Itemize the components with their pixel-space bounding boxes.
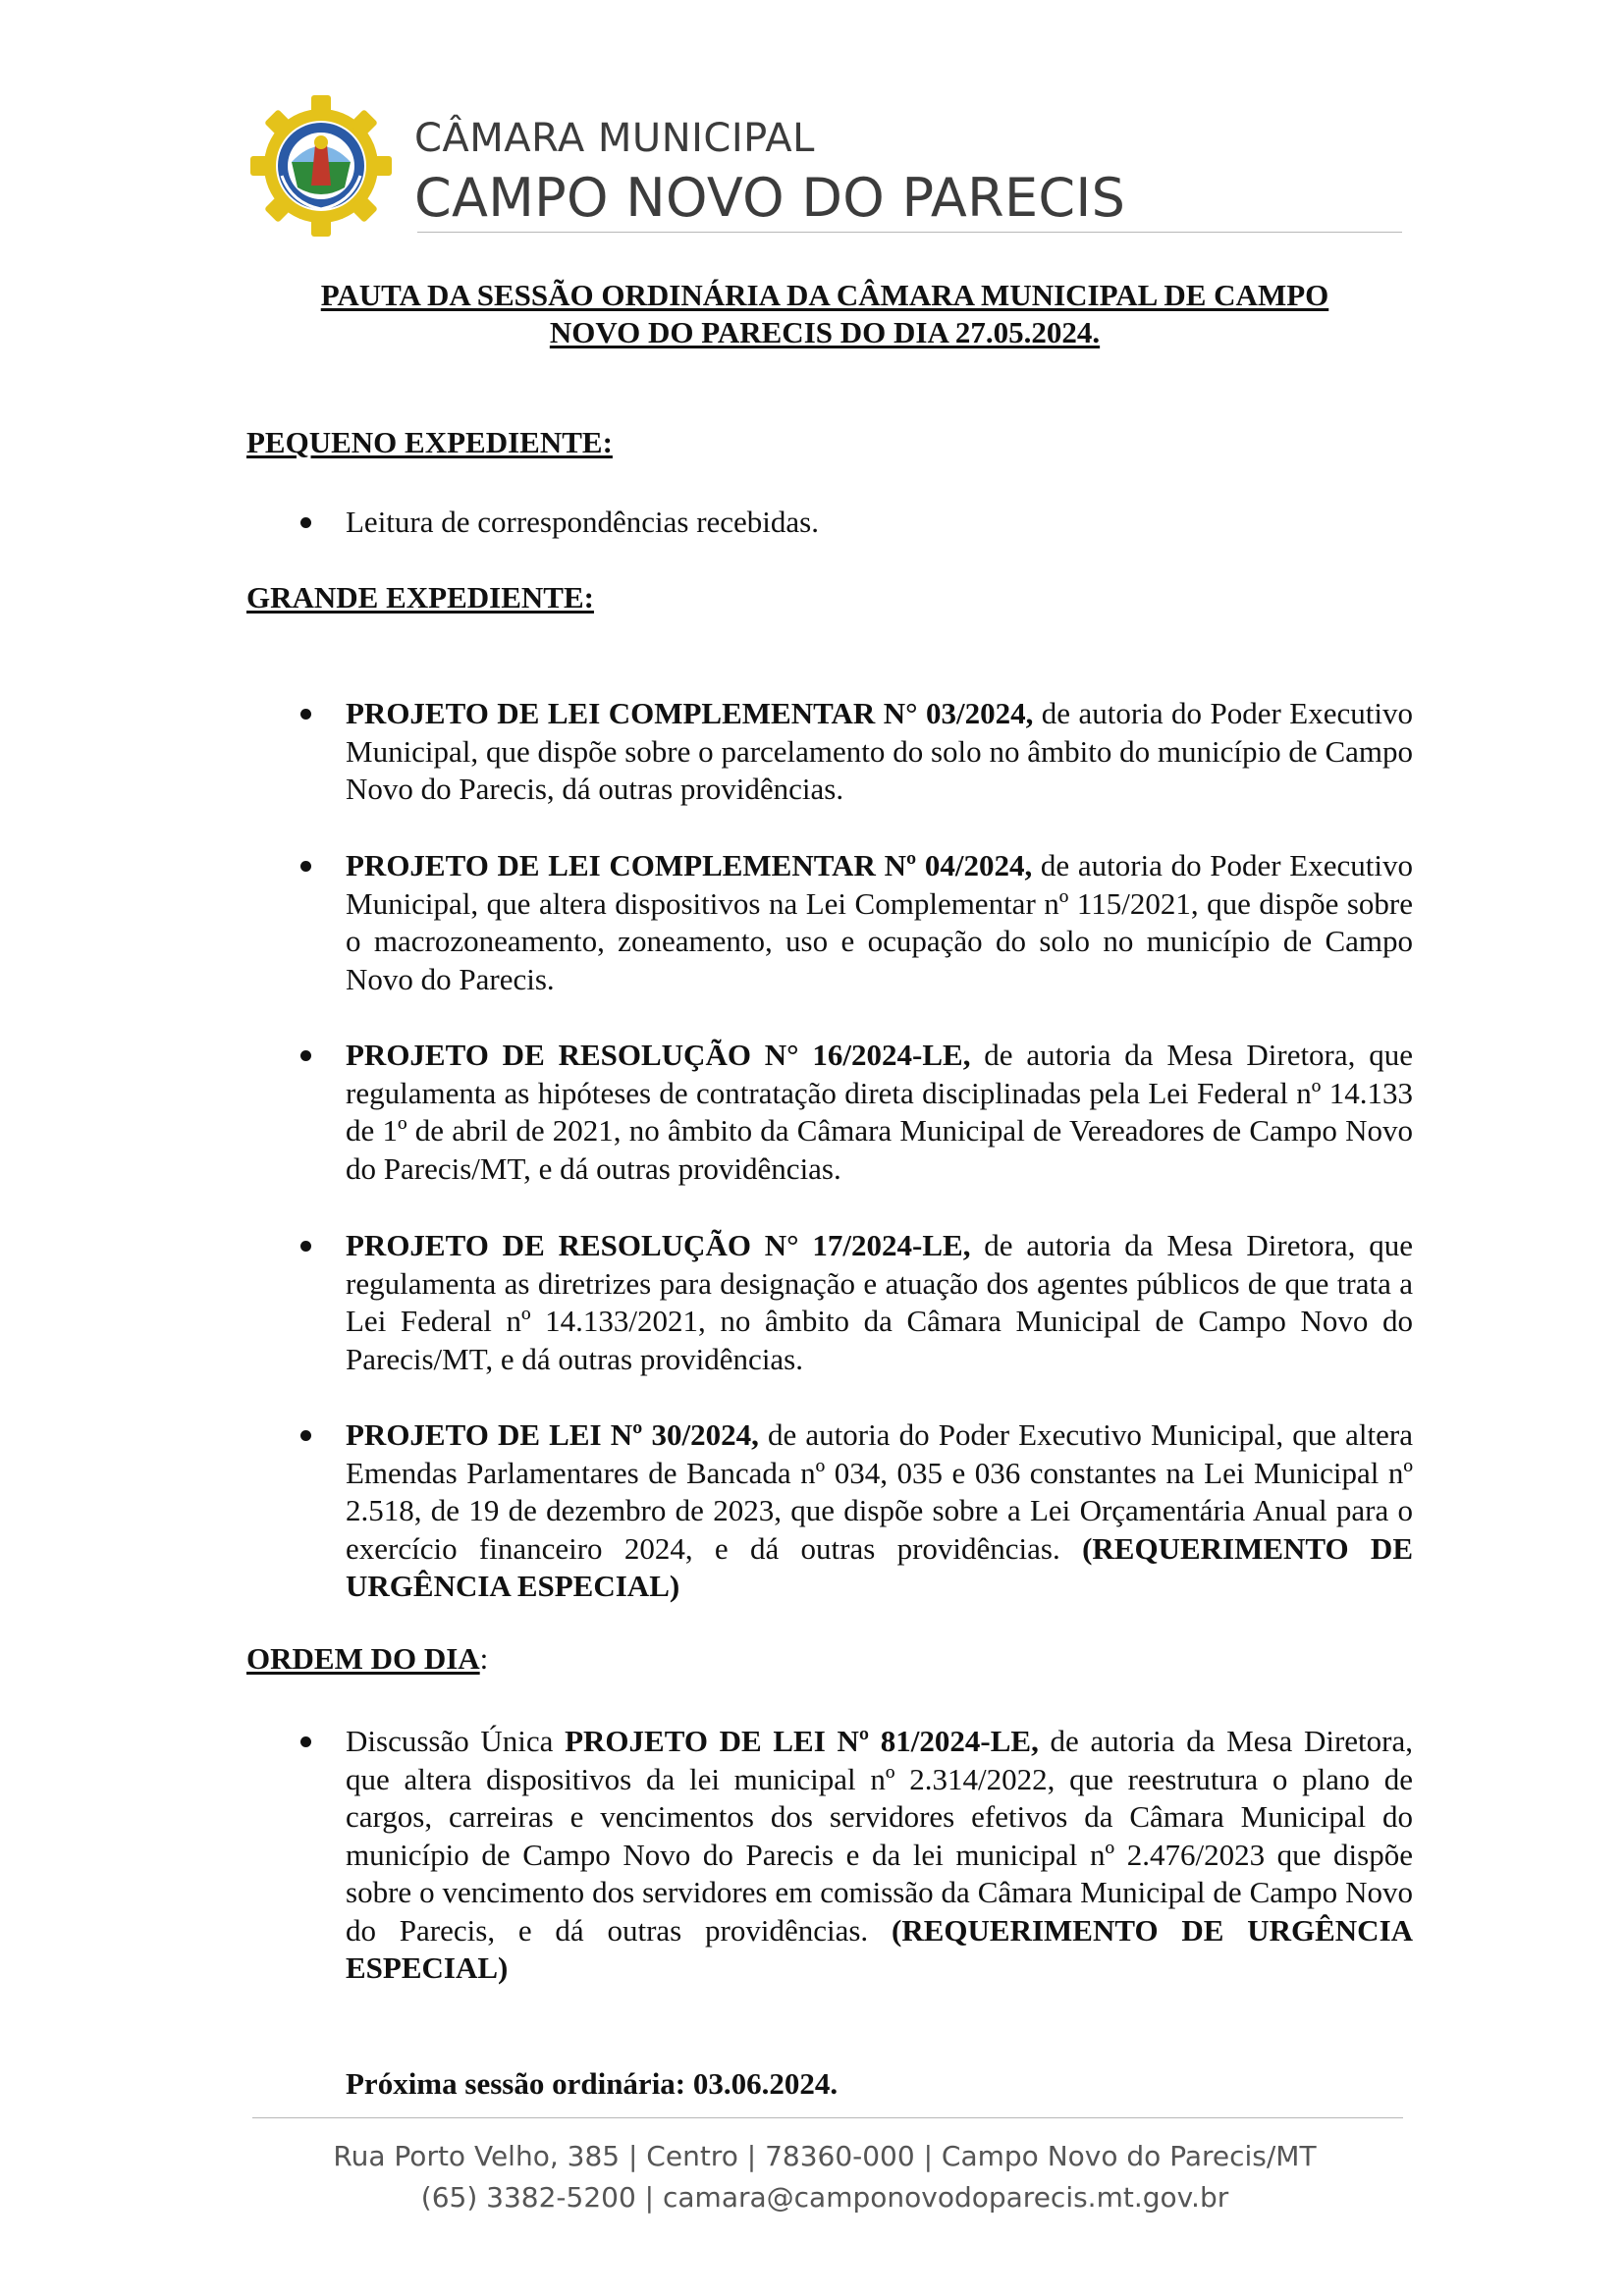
bullet-icon xyxy=(300,1736,311,1747)
list-item xyxy=(346,1037,1413,1188)
heading-text: GRANDE EXPEDIENTE: xyxy=(246,580,594,614)
letterhead xyxy=(247,86,1406,234)
municipal-seal-gear-icon xyxy=(247,92,395,240)
item-text: de autoria do Poder Executivo Municipal, que altera dispositivos na Lei Complementar nº 115/2021, que dispõe sobre o macrozoneamento, zoneamento, uso e ocupação do solo no município de Campo Novo do Parecis. xyxy=(346,848,1413,996)
item-text: de autoria do Poder Executivo Municipal, que dispõe sobre o parcelamento do solo no âmbito do município de Campo Novo do Parecis, dá outras providências. xyxy=(346,696,1413,806)
heading-colon: : xyxy=(479,1641,489,1676)
document-title xyxy=(245,277,1404,351)
header-divider xyxy=(417,232,1402,233)
item-text: Leitura de correspondências recebidas. xyxy=(346,505,819,539)
footer-contact: (65) 3382-5200 | camara@camponovodoparecis.mt.gov.br xyxy=(420,2181,1229,2214)
item-text: de autoria da Mesa Diretora, que regulamenta as diretrizes para designação e atuação dos agentes públicos de que trata a Lei Federal nº 14.133/2021, no âmbito da Câmara Municipal de Campo Novo do Parecis/MT, e dá outras providências. xyxy=(346,1228,1413,1376)
footer-address: Rua Porto Velho, 385 | Centro | 78360-000 | Campo Novo do Parecis/MT xyxy=(333,2140,1317,2172)
list-item xyxy=(346,1416,1413,1606)
bullet-icon xyxy=(300,709,311,720)
section-heading-grande-expediente xyxy=(246,580,594,615)
org-name-line2: CAMPO NOVO DO PARECIS xyxy=(414,167,1126,229)
section-heading-pequeno-expediente xyxy=(246,425,613,460)
list-item xyxy=(346,695,1413,809)
title-line1: PAUTA DA SESSÃO ORDINÁRIA DA CÂMARA MUNICIPAL DE CAMPO xyxy=(320,278,1329,312)
item-title: PROJETO DE RESOLUÇÃO N° 16/2024-LE, xyxy=(346,1038,971,1072)
heading-text: PEQUENO EXPEDIENTE: xyxy=(246,425,613,459)
urgency-note: (REQUERIMENTO DE URGÊNCIA ESPECIAL) xyxy=(346,1530,1414,1603)
bullet-icon xyxy=(300,1050,311,1061)
list-item xyxy=(346,1227,1413,1378)
urgency-note: (REQUERIMENTO DE URGÊNCIA ESPECIAL) xyxy=(346,1912,1414,1985)
item-title: PROJETO DE LEI Nº 30/2024, xyxy=(346,1417,759,1452)
list-item xyxy=(346,847,1413,998)
next-session-note: Próxima sessão ordinária: 03.06.2024. xyxy=(346,2066,839,2101)
bullet-icon xyxy=(300,1430,311,1441)
item-title: PROJETO DE LEI Nº 81/2024-LE, xyxy=(565,1724,1039,1758)
list-item xyxy=(346,1723,1413,1988)
title-line2: NOVO DO PARECIS DO DIA 27.05.2024. xyxy=(549,315,1101,349)
item-title: PROJETO DE LEI COMPLEMENTAR N° 03/2024, xyxy=(346,696,1034,730)
item-text: de autoria da Mesa Diretora, que regulamenta as hipóteses de contratação direta disciplinadas pela Lei Federal nº 14.133 de 1º de abril de 2021, no âmbito da Câmara Municipal de Vereadores de Campo Novo do Parecis/MT, e dá outras providências. xyxy=(346,1038,1413,1186)
footer-divider xyxy=(252,2117,1403,2118)
item-title: PROJETO DE LEI COMPLEMENTAR Nº 04/2024, xyxy=(346,848,1033,882)
item-title: PROJETO DE RESOLUÇÃO N° 17/2024-LE, xyxy=(346,1228,971,1262)
org-name-line1: CÂMARA MUNICIPAL xyxy=(414,116,815,161)
item-prefix: Discussão Única xyxy=(346,1724,566,1758)
bullet-icon xyxy=(300,517,311,528)
footer xyxy=(245,2136,1404,2218)
list-item xyxy=(346,504,1413,542)
item-text: de autoria do Poder Executivo Municipal, que altera Emendas Parlamentares de Bancada nº 034, 035 e 036 constantes na Lei Municipal nº 2.518, de 19 de dezembro de 2023, que dispõe sobre a Lei Orçamentária Anual para o exercício financeiro 2024, e dá outras providências. xyxy=(346,1417,1413,1566)
bullet-icon xyxy=(300,861,311,872)
item-text: de autoria da Mesa Diretora, que altera dispositivos da lei municipal nº 2.314/2022, que reestrutura o plano de cargos, carreiras e vencimentos dos servidores efetivos da Câmara Municipal do município de Campo Novo do Parecis e da lei municipal nº 2.476/2023 que dispõe sobre o vencimento dos servidores em comissão da Câmara Municipal de Campo Novo do Parecis, e dá outras providências. xyxy=(346,1724,1414,1948)
heading-text: ORDEM DO DIA xyxy=(246,1641,480,1676)
bullet-icon xyxy=(300,1241,311,1252)
section-heading-ordem-do-dia xyxy=(246,1641,488,1677)
